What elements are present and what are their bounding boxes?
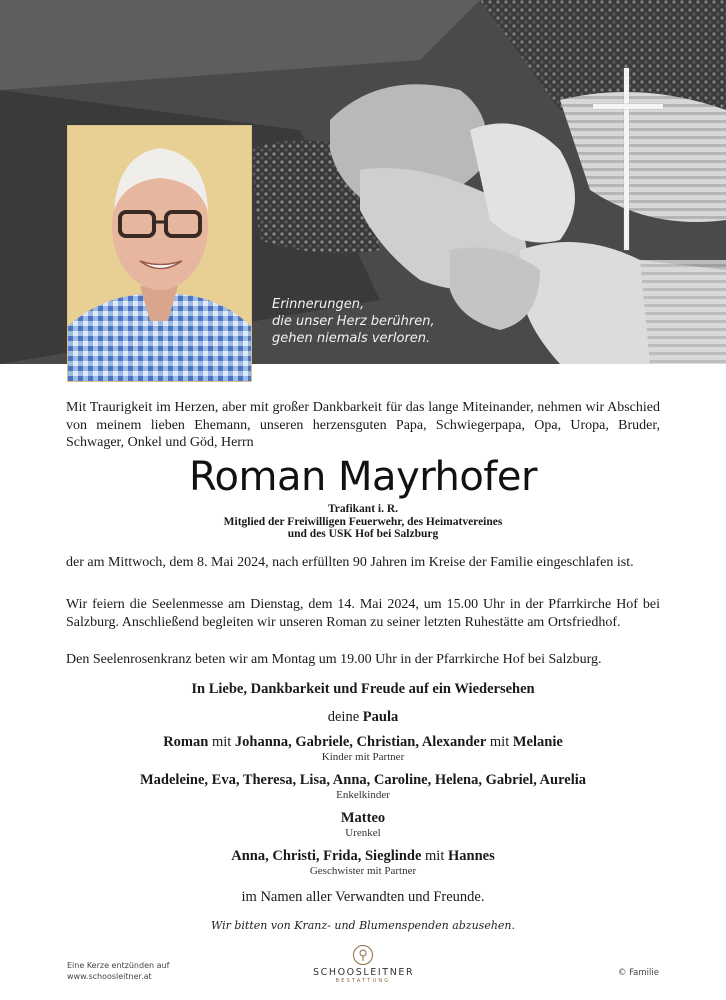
title-line: Mitglied der Freiwilligen Feuerwehr, des Heimatvereines	[223, 515, 503, 528]
quote-line: gehen niemals verloren.	[272, 331, 431, 346]
grandchildren-names: Madeleine, Eva, Theresa, Lisa, Anna, Caroline, Helena, Gabriel, Aurelia	[139, 772, 587, 788]
brand-name: SCHOOSLEITNER	[313, 967, 415, 978]
funeral-home-logo	[313, 945, 413, 984]
siblings-label: Geschwister mit Partner	[309, 865, 417, 877]
death-paragraph: der am Mittwoch, dem 8. Mai 2024, nach erfüllten 90 Jahren im Kreise der Familie eingeschlafen ist.	[66, 555, 634, 570]
candle-info	[67, 960, 169, 982]
title-line: Trafikant i. R.	[327, 503, 399, 515]
child-partner-name: Melanie	[512, 734, 563, 750]
farewell-line: In Liebe, Dankbarkeit und Freude auf ein Wiedersehen	[191, 681, 535, 697]
children-label: Kinder mit Partner	[321, 751, 405, 763]
connector: mit	[489, 734, 510, 750]
children-names: Johanna, Gabriele, Christian, Alexander	[234, 734, 487, 750]
memorial-quote	[272, 296, 435, 347]
flower-note: Wir bitten von Kranz- und Blumenspenden abzusehen.	[210, 919, 516, 932]
wife-name: Paula	[362, 709, 399, 725]
deceased-name: Roman Mayrhofer	[189, 454, 537, 500]
relatives-line: im Namen aller Verwandten und Freunde.	[241, 889, 485, 905]
portrait-photo	[67, 125, 252, 382]
wife-line	[0, 709, 726, 726]
connector: mit	[211, 734, 232, 750]
connector: mit	[425, 848, 445, 864]
quote-line: die unser Herz berühren,	[272, 314, 435, 329]
rosary-paragraph: Den Seelenrosenkranz beten wir am Montag um 19.00 Uhr in der Pfarrkirche Hof bei Salzburg.	[66, 652, 602, 667]
siblings-line	[0, 848, 726, 865]
great-grandchildren-names: Matteo	[340, 810, 386, 826]
deceased-titles	[0, 503, 726, 541]
great-grandchildren-label: Urenkel	[345, 827, 381, 839]
child-name: Roman	[163, 734, 209, 750]
wife-prefix: deine	[327, 709, 360, 725]
candle-link[interactable]: www.schoosleitner.at	[67, 972, 152, 981]
cross-icon	[593, 68, 663, 250]
sibling-partner-name: Hannes	[447, 848, 495, 864]
portrait-illustration	[68, 126, 251, 381]
copyright: © Familie	[617, 968, 659, 978]
siblings-names: Anna, Christi, Frida, Sieglinde	[231, 848, 422, 864]
children-line	[0, 734, 726, 751]
title-line: und des USK Hof bei Salzburg	[287, 528, 439, 540]
candle-text: Eine Kerze entzünden auf	[67, 961, 170, 970]
grandchildren-label: Enkelkinder	[336, 789, 390, 801]
rose-icon	[353, 945, 373, 965]
funeral-paragraph: Wir feiern die Seelenmesse am Dienstag, dem 14. Mai 2024, um 15.00 Uhr in der Pfarrkirche Hof bei Salzburg. Anschließend begleiten wir unseren Roman zu seiner letzten Ruhestätte am Ortsfriedhof.	[66, 597, 660, 630]
quote-line: Erinnerungen,	[272, 297, 365, 312]
brand-sub: BESTATTUNG	[335, 978, 391, 984]
intro-text: Mit Traurigkeit im Herzen, aber mit großer Dankbarkeit für das lange Miteinander, nehmen wir Abschied von meinem lieben Ehemann, unseren herzensguten Papa, Schwiegerpapa, Opa, Uropa, Bruder, Schwager, Onkel und Göd, Herrn	[66, 400, 660, 450]
